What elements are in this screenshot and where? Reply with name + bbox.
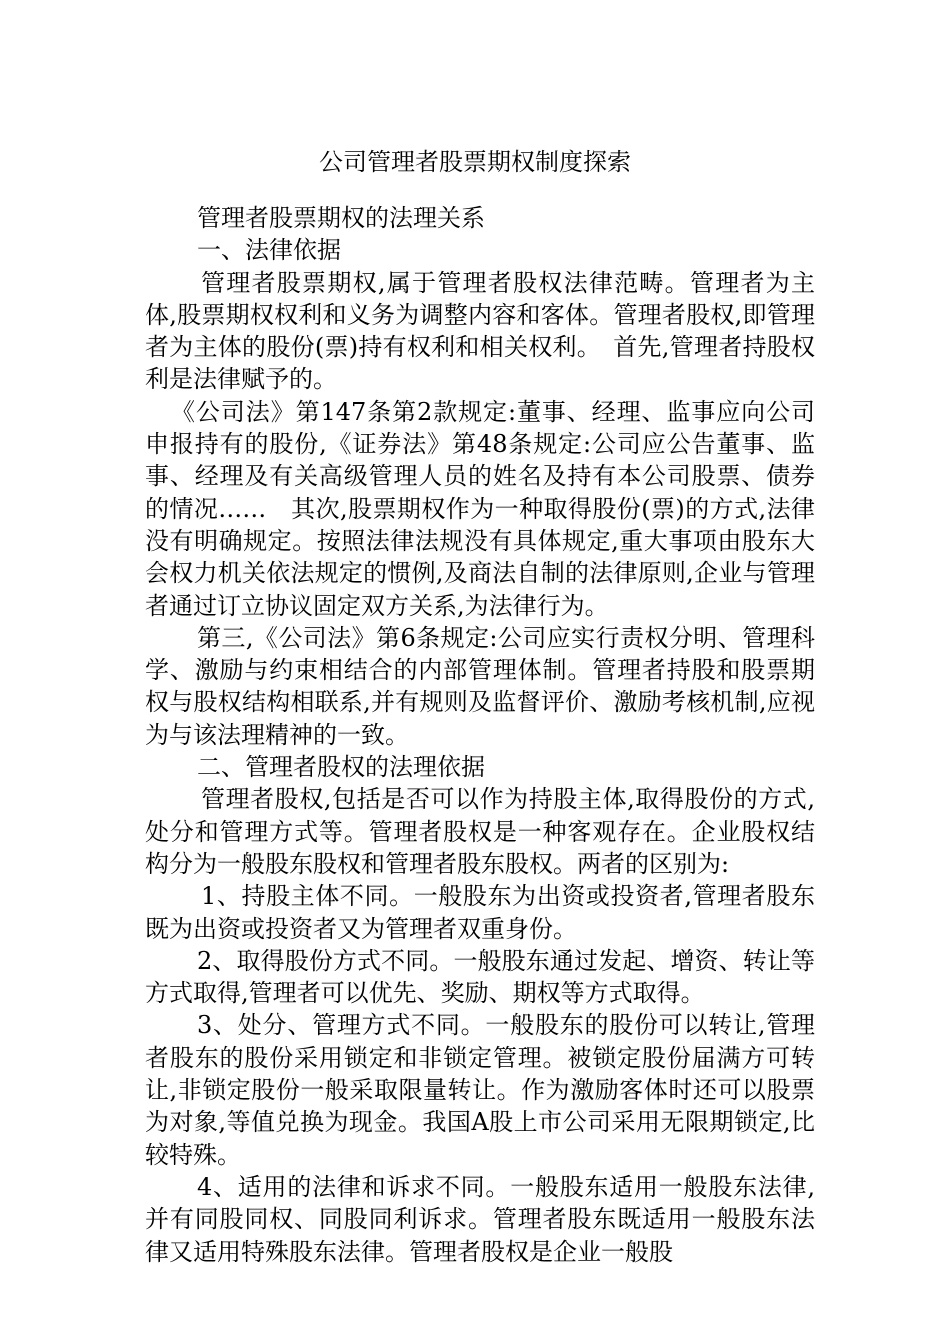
paragraph: 4、适用的法律和诉求不同。一般股东适用一般股东法律,并有同股同权、同股同利诉求。管理者股东既适用一般股东法律又适用特殊股东法律。管理者股权是企业一般股 xyxy=(145,1172,815,1266)
document-title: 公司管理者股票期权制度探索 xyxy=(319,148,631,176)
paragraph: 1、持股主体不同。一般股东为出资或投资者,管理者股东既为出资或投资者又为管理者双重身份。 xyxy=(145,882,815,943)
paragraph: 管理者股票期权,属于管理者股权法律范畴。管理者为主体,股票期权权利和义务为调整内容和客体。管理者股权,即管理者为主体的股份(票)持有权利和相关权利。 首先,管理者持股权利是法律赋予的。 xyxy=(145,268,815,394)
document-body xyxy=(145,202,815,1268)
paragraph: 《公司法》第147条第2款规定:董事、经理、监事应向公司申报持有的股份,《证券法》第48条规定:公司应公告董事、监事、经理及有关高级管理人员的姓名及持有本公司股票、债券的情况…… 其次,股票期权作为一种取得股份(票)的方式,法律没有明确规定。按照法律法规没有具体规定,重大事项由股东大会权力机关依法规定的惯例,及商法自制的法律原则,企业与管理者通过订立协议固定双方关系,为法律行为。 xyxy=(145,397,815,620)
paragraph: 管理者股票期权的法理关系 xyxy=(197,204,485,232)
paragraph: 管理者股权,包括是否可以作为持股主体,取得股份的方式,处分和管理方式等。管理者股权是一种客观存在。企业股权结构分为一般股东股权和管理者股东股权。两者的区别为: xyxy=(145,785,815,878)
paragraph: 一、法律依据 xyxy=(197,236,341,265)
paragraph: 第三,《公司法》第6条规定:公司应实行责权分明、管理科学、激励与约束相结合的内部管理体制。管理者持股和股票期权与股权结构相联系,并有规则及监督评价、激励考核机制,应视为与该法理精神的一致。 xyxy=(145,623,815,749)
paragraph: 2、取得股份方式不同。一般股东通过发起、增资、转让等方式取得,管理者可以优先、奖励、期权等方式取得。 xyxy=(145,946,815,1008)
paragraph: 3、处分、管理方式不同。一般股东的股份可以转让,管理者股东的股份采用锁定和非锁定管理。被锁定股份届满方可转让,非锁定股份一般采取限量转让。作为激励客体时还可以股票为对象,等值兑换为现金。我国A股上市公司采用无限期锁定,比较特殊。 xyxy=(145,1011,815,1169)
paragraph: 二、管理者股权的法理依据 xyxy=(197,753,485,782)
